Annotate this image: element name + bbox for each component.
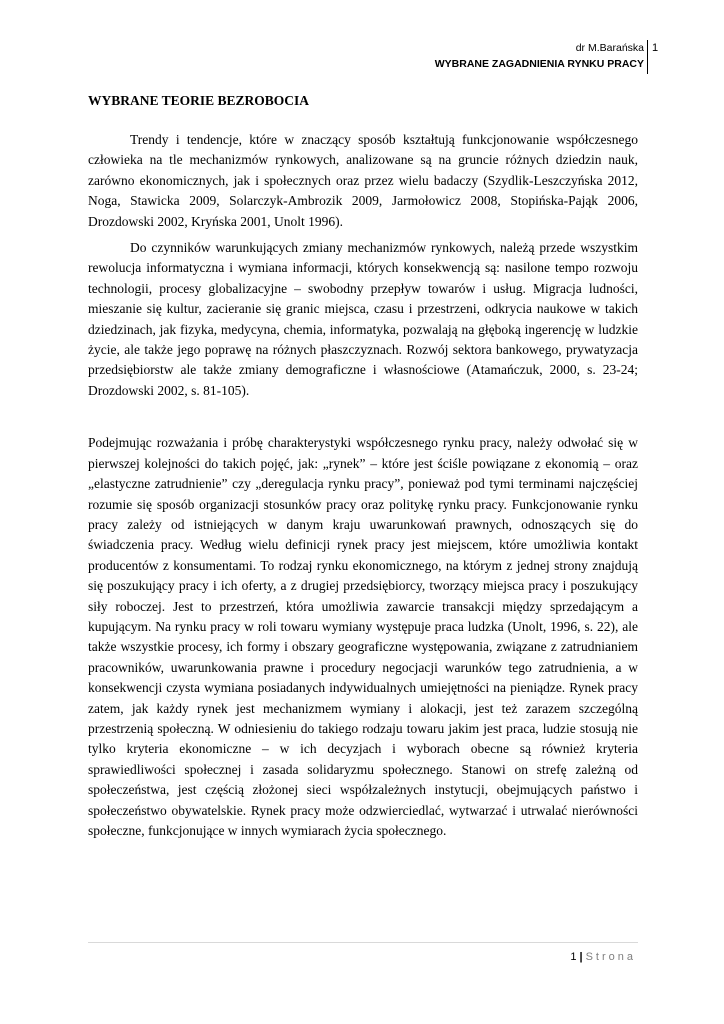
page-header <box>435 40 644 72</box>
footer-divider <box>88 942 638 943</box>
paragraph-3: Podejmując rozważania i próbę charakterystyki współczesnego rynku pracy, należy odwołać się w pierwszej kolejności do takich pojęć, jak: „rynek” – które jest ściśle powiązane z ekonomią – oraz „elastyczne zatrudnienie” czy „deregulacja rynku pracy”, ponieważ pod tymi terminami najczęściej rozumie się sposób organizacji stosunków pracy oraz politykę rynku pracy. Funkcjonowanie rynku pracy zależy od istniejących w danym kraju uwarunkowań prawnych, odnoszących się do świadczenia pracy. Według wielu definicji rynek pracy jest miejscem, które umożliwia kontakt producentów z konsumentami. To rodzaj rynku ekonomicznego, na którym z jednej strony znajdują się poszukujący pracy i ich oferty, a z drugiej przedsiębiorcy, tworzący miejsca pracy i poszukujący siły roboczej. Jest to przestrzeń, która umożliwia zawarcie transakcji między sprzedającym a kupującym. Na rynku pracy w roli towaru wymiany występuje praca ludzka (Unolt, 1996, s. 22), ale także wszystkie procesy, ich formy i obszary geograficzne występowania, związane z zatrudnianiem pracowników, uwarunkowania prawne i procedury negocjacji warunków tego zatrudnienia, a w konsekwencji czysta wymiana posiadanych indywidualnych umiejętności na pieniądze. Rynek pracy zatem, jak każdy rynek jest mechanizmem wymiany i alokacji, jest też zarazem szczególną przestrzenią społeczną. W odniesieniu do takiego rodzaju towaru jakim jest praca, ludzie stosują nie tylko kryteria ekonomiczne – w ich decyzjach i wyborach obecne są również kryteria sprawiedliwości społecznej i zasada solidaryzmu społecznego. Stanowi on strefę zależną od społeczeństwa, jest częścią złożonej sieci współzależnych instytucji, obejmujących państwo i społeczeństwo obywatelskie. Rynek pracy może odzwierciedlać, wytwarzać i utrwalać nierówności społeczne, funkcjonujące w innych wymiarach życia społecznego. <box>88 435 638 838</box>
document-body <box>88 92 638 841</box>
header-divider <box>647 40 648 74</box>
header-subject: WYBRANE ZAGADNIENIA RYNKU PRACY <box>434 58 644 70</box>
footer-separator: | <box>579 951 583 963</box>
header-page-number: 1 <box>652 42 659 54</box>
page-footer <box>570 950 636 964</box>
footer-page-label: Strona <box>585 951 636 963</box>
footer-page-number: 1 <box>570 951 577 963</box>
header-author: dr M.Barańska <box>575 42 644 54</box>
document-title: WYBRANE TEORIE BEZROBOCIA <box>88 93 310 108</box>
paragraph-2: Do czynników warunkujących zmiany mechanizmów rynkowych, należą przede wszystkim rewolucja informatyczna i wymiana informacji, których konsekwencją są: nasilone tempo rozwoju technologii, procesy globalizacyjne – swobodny przepływ towarów i usług. Migracja ludności, mieszanie się kultur, zacieranie się granic miejsca, czasu i przestrzeni, odkrycia naukowe w takich dziedzinach, jak fizyka, medycyna, chemia, informatyka, pozwalają na głęboką ingerencję w ludzkie życie, ale także jego poprawę na różnych płaszczyznach. Rozwój sektora bankowego, prywatyzacja przedsiębiorstw ale także zmiany demograficzne i własnościowe (Atamańczuk, 2000, s. 23-24; Drozdowski 2002, s. 81-105). <box>88 240 638 398</box>
paragraph-1: Trendy i tendencje, które w znaczący sposób kształtują funkcjonowanie współczesnego człowieka na tle mechanizmów rynkowych, analizowane są na gruncie różnych dziedzin nauk, zarówno ekonomicznych, jak i społecznych oraz przez wielu badaczy (Szydlik-Leszczyńska 2012, Noga, Stawicka 2009, Solarczyk-Ambrozik 2009, Jarmołowicz 2008, Stopińska-Pająk 2006, Drozdowski 2002, Kryńska 2001, Unolt 1996). <box>88 132 638 229</box>
